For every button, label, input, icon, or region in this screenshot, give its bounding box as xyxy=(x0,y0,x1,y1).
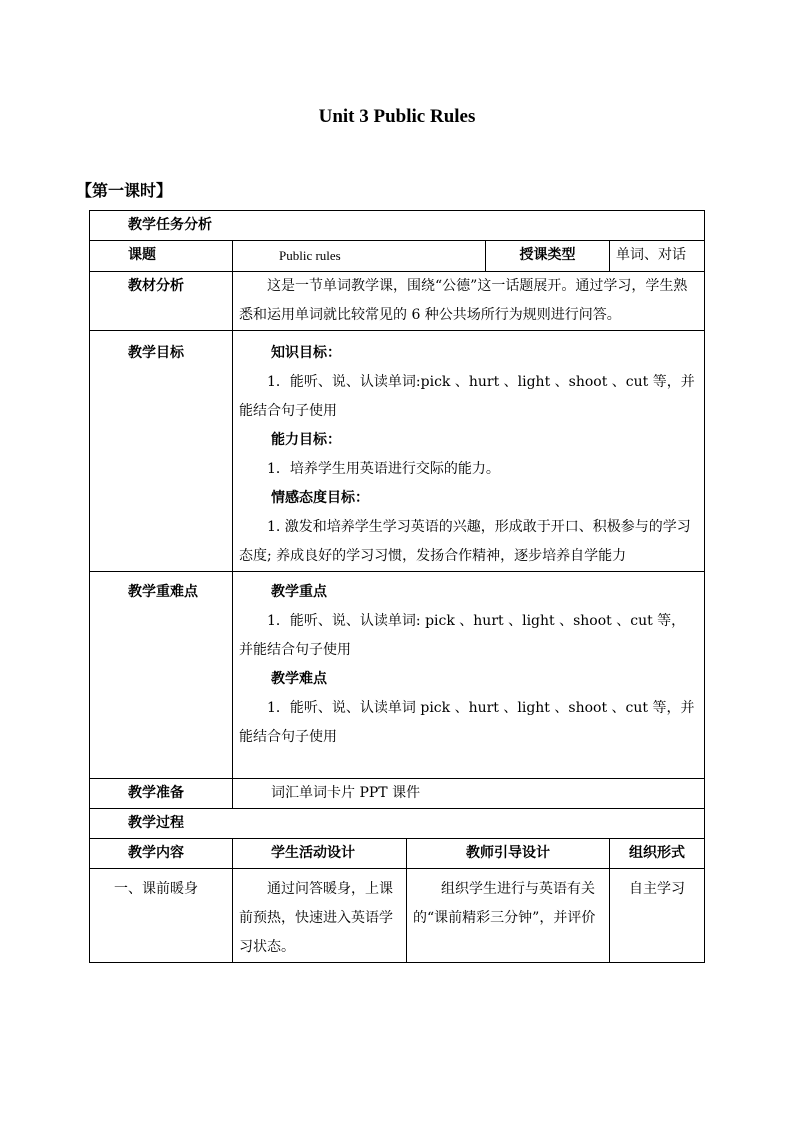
task-analysis-row xyxy=(90,211,705,241)
material-label: 教材分析 xyxy=(90,272,233,331)
row1-student: 通过问答暖身，上课前预热，快速进入英语学习状态。 xyxy=(239,881,393,955)
row1-form: 自主学习 xyxy=(610,869,705,963)
lesson-type-value: 单词、对话 xyxy=(610,241,705,272)
focus-heading: 教学重点 xyxy=(271,584,327,600)
knowledge-heading: 知识目标： xyxy=(271,345,341,361)
goals-cell xyxy=(233,331,705,572)
lesson-plan-table xyxy=(89,210,705,963)
process-heading: 教学过程 xyxy=(90,809,705,839)
prep-row xyxy=(90,779,705,809)
emotion-heading: 情感态度目标： xyxy=(271,490,369,506)
col-form-header: 组织形式 xyxy=(610,839,705,869)
process-row xyxy=(90,809,705,839)
prep-value: 词汇单词卡片 PPT 课件 xyxy=(233,779,705,809)
ability-item: 1．培养学生用英语进行交际的能力。 xyxy=(267,461,500,477)
topic-row xyxy=(90,241,705,272)
row1-teacher: 组织学生进行与英语有关的“课前精彩三分钟”，并评价 xyxy=(413,881,596,926)
emotion-item: 1. 激发和培养学生学习英语的兴趣，形成敢于开口、积极参与的学习态度; 养成良好的学习习惯，发扬合作精神，逐步培养自学能力 xyxy=(239,519,691,564)
knowledge-item: 1．能听、说、认读单词:pick 、hurt 、light 、shoot 、cut 等，并能结合句子使用 xyxy=(239,374,695,419)
goals-row xyxy=(90,331,705,572)
document-title: Unit 3 Public Rules xyxy=(318,106,476,127)
goals-label: 教学目标 xyxy=(90,331,233,572)
keypoints-row xyxy=(90,572,705,779)
prep-label: 教学准备 xyxy=(90,779,233,809)
col-content-header: 教学内容 xyxy=(90,839,233,869)
difficulty-item: 1．能听、说、认读单词 pick 、hurt 、light 、shoot 、cut 等，并能结合句子使用 xyxy=(239,700,695,745)
col-student-header: 学生活动设计 xyxy=(233,839,407,869)
row1-student-cell xyxy=(233,869,407,963)
process-header-row xyxy=(90,839,705,869)
row1-content: 一、课前暖身 xyxy=(90,869,233,963)
material-cell xyxy=(233,272,705,331)
lesson-type-label: 授课类型 xyxy=(486,241,610,272)
process-row-1 xyxy=(90,869,705,963)
task-analysis-heading: 教学任务分析 xyxy=(90,211,705,241)
focus-item: 1．能听、说、认读单词: pick 、hurt 、light 、shoot 、cut 等，并能结合句子使用 xyxy=(239,613,686,658)
material-row xyxy=(90,272,705,331)
topic-value: Public rules xyxy=(233,241,486,272)
ability-heading: 能力目标： xyxy=(271,432,341,448)
keypoints-label: 教学重难点 xyxy=(90,572,233,779)
topic-label: 课题 xyxy=(90,241,233,272)
row1-teacher-cell xyxy=(407,869,610,963)
lesson-label: 【第一课时】 xyxy=(76,181,173,200)
difficulty-heading: 教学难点 xyxy=(271,671,327,687)
material-text: 这是一节单词教学课，围绕“公德”这一话题展开。通过学习，学生熟悉和运用单词就比较常见的 6 种公共场所行为规则进行问答。 xyxy=(239,278,688,323)
keypoints-cell xyxy=(233,572,705,779)
col-teacher-header: 教师引导设计 xyxy=(407,839,610,869)
